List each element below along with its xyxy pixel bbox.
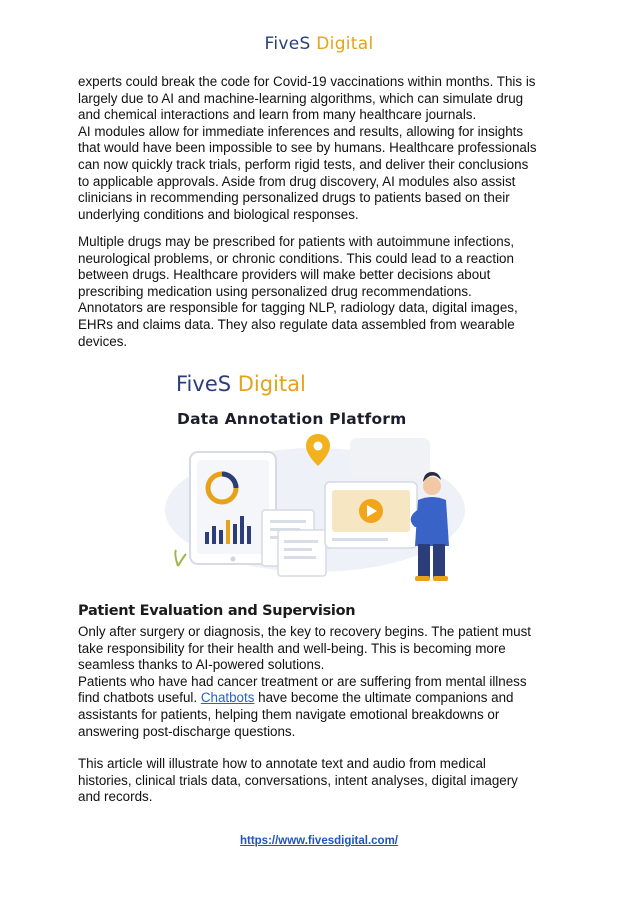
illustration-logo-fives: FiveS <box>176 372 232 396</box>
illustration-title: Data Annotation Platform <box>177 410 407 428</box>
line-text: have become the ultimate companions and <box>254 690 514 706</box>
paragraph-line: histories, clinical trials data, conversations, intent analyses, digital imagery <box>78 772 518 788</box>
paragraph-line: neurological problems, or chronic conditions. This could lead to a reaction <box>78 250 514 266</box>
paragraph-line: between drugs. Healthcare providers will make better decisions about <box>78 267 491 283</box>
illustration-graphic <box>150 360 480 585</box>
paragraph-line: and records. <box>78 789 153 805</box>
paragraph-line: prescribing medication using personalized drug recommendations. <box>78 283 472 299</box>
paragraph-line: Annotators are responsible for tagging NLP, radiology data, digital images, <box>78 300 518 316</box>
chatbots-link[interactable]: Chatbots <box>200 690 255 706</box>
paragraph-4 <box>78 756 568 806</box>
paragraph-line: to applicable approvals. Aside from drug discovery, AI modules also assist <box>78 173 516 189</box>
paragraph-line: experts could break the code for Covid-19 vaccinations within months. This is <box>78 74 536 89</box>
paragraph-1 <box>78 74 568 223</box>
paragraph-line: underlying conditions and biological responses. <box>78 206 359 222</box>
paragraph-2 <box>78 234 568 350</box>
paragraph-line: answering post-discharge questions. <box>78 723 296 739</box>
paragraph-line: that would have been impossible to see by humans. Healthcare professionals <box>78 140 537 156</box>
illustration-logo-digital: Digital <box>237 372 306 396</box>
paragraph-line: and chemical interactions and learn from many healthcare journals. <box>78 107 477 123</box>
paragraph-line <box>78 690 568 707</box>
paragraph-line: largely due to AI and machine-learning algorithms, which can simulate drug <box>78 90 524 106</box>
paragraph-line: assistants for patients, helping them navigate emotional breakdowns or <box>78 706 500 722</box>
header-logo-digital: Digital <box>316 34 374 54</box>
paragraph-3 <box>78 624 568 740</box>
paragraph-line: can now quickly track trials, perform rigid tests, and deliver their conclusions <box>78 156 529 172</box>
paragraph-line: Patients who have had cancer treatment or are suffering from mental illness <box>78 673 527 689</box>
paragraph-line: clinicians in recommending personalized drugs to patients based on their <box>78 190 510 206</box>
paragraph-line: take responsibility for their health and well-being. This is becoming more <box>78 640 506 656</box>
paragraph-line: EHRs and claims data. They also regulate data assembled from wearable <box>78 316 515 332</box>
line-text: find chatbots useful. <box>78 690 201 706</box>
paragraph-line: This article will illustrate how to annotate text and audio from medical <box>78 756 486 771</box>
paragraph-line: Multiple drugs may be prescribed for patients with autoimmune infections, <box>78 234 515 249</box>
header-logo <box>0 34 638 54</box>
footer <box>0 835 638 847</box>
data-annotation-illustration <box>150 360 480 585</box>
paragraph-line: seamless thanks to AI-powered solutions. <box>78 657 325 673</box>
section-heading: Patient Evaluation and Supervision <box>78 603 356 619</box>
header-logo-fives: FiveS <box>264 34 311 54</box>
footer-url-link[interactable]: https://www.fivesdigital.com/ <box>239 835 399 847</box>
paragraph-line: devices. <box>78 333 128 349</box>
paragraph-line: Only after surgery or diagnosis, the key to recovery begins. The patient must <box>78 624 532 639</box>
paragraph-line: AI modules allow for immediate inferences and results, allowing for insights <box>78 123 524 139</box>
